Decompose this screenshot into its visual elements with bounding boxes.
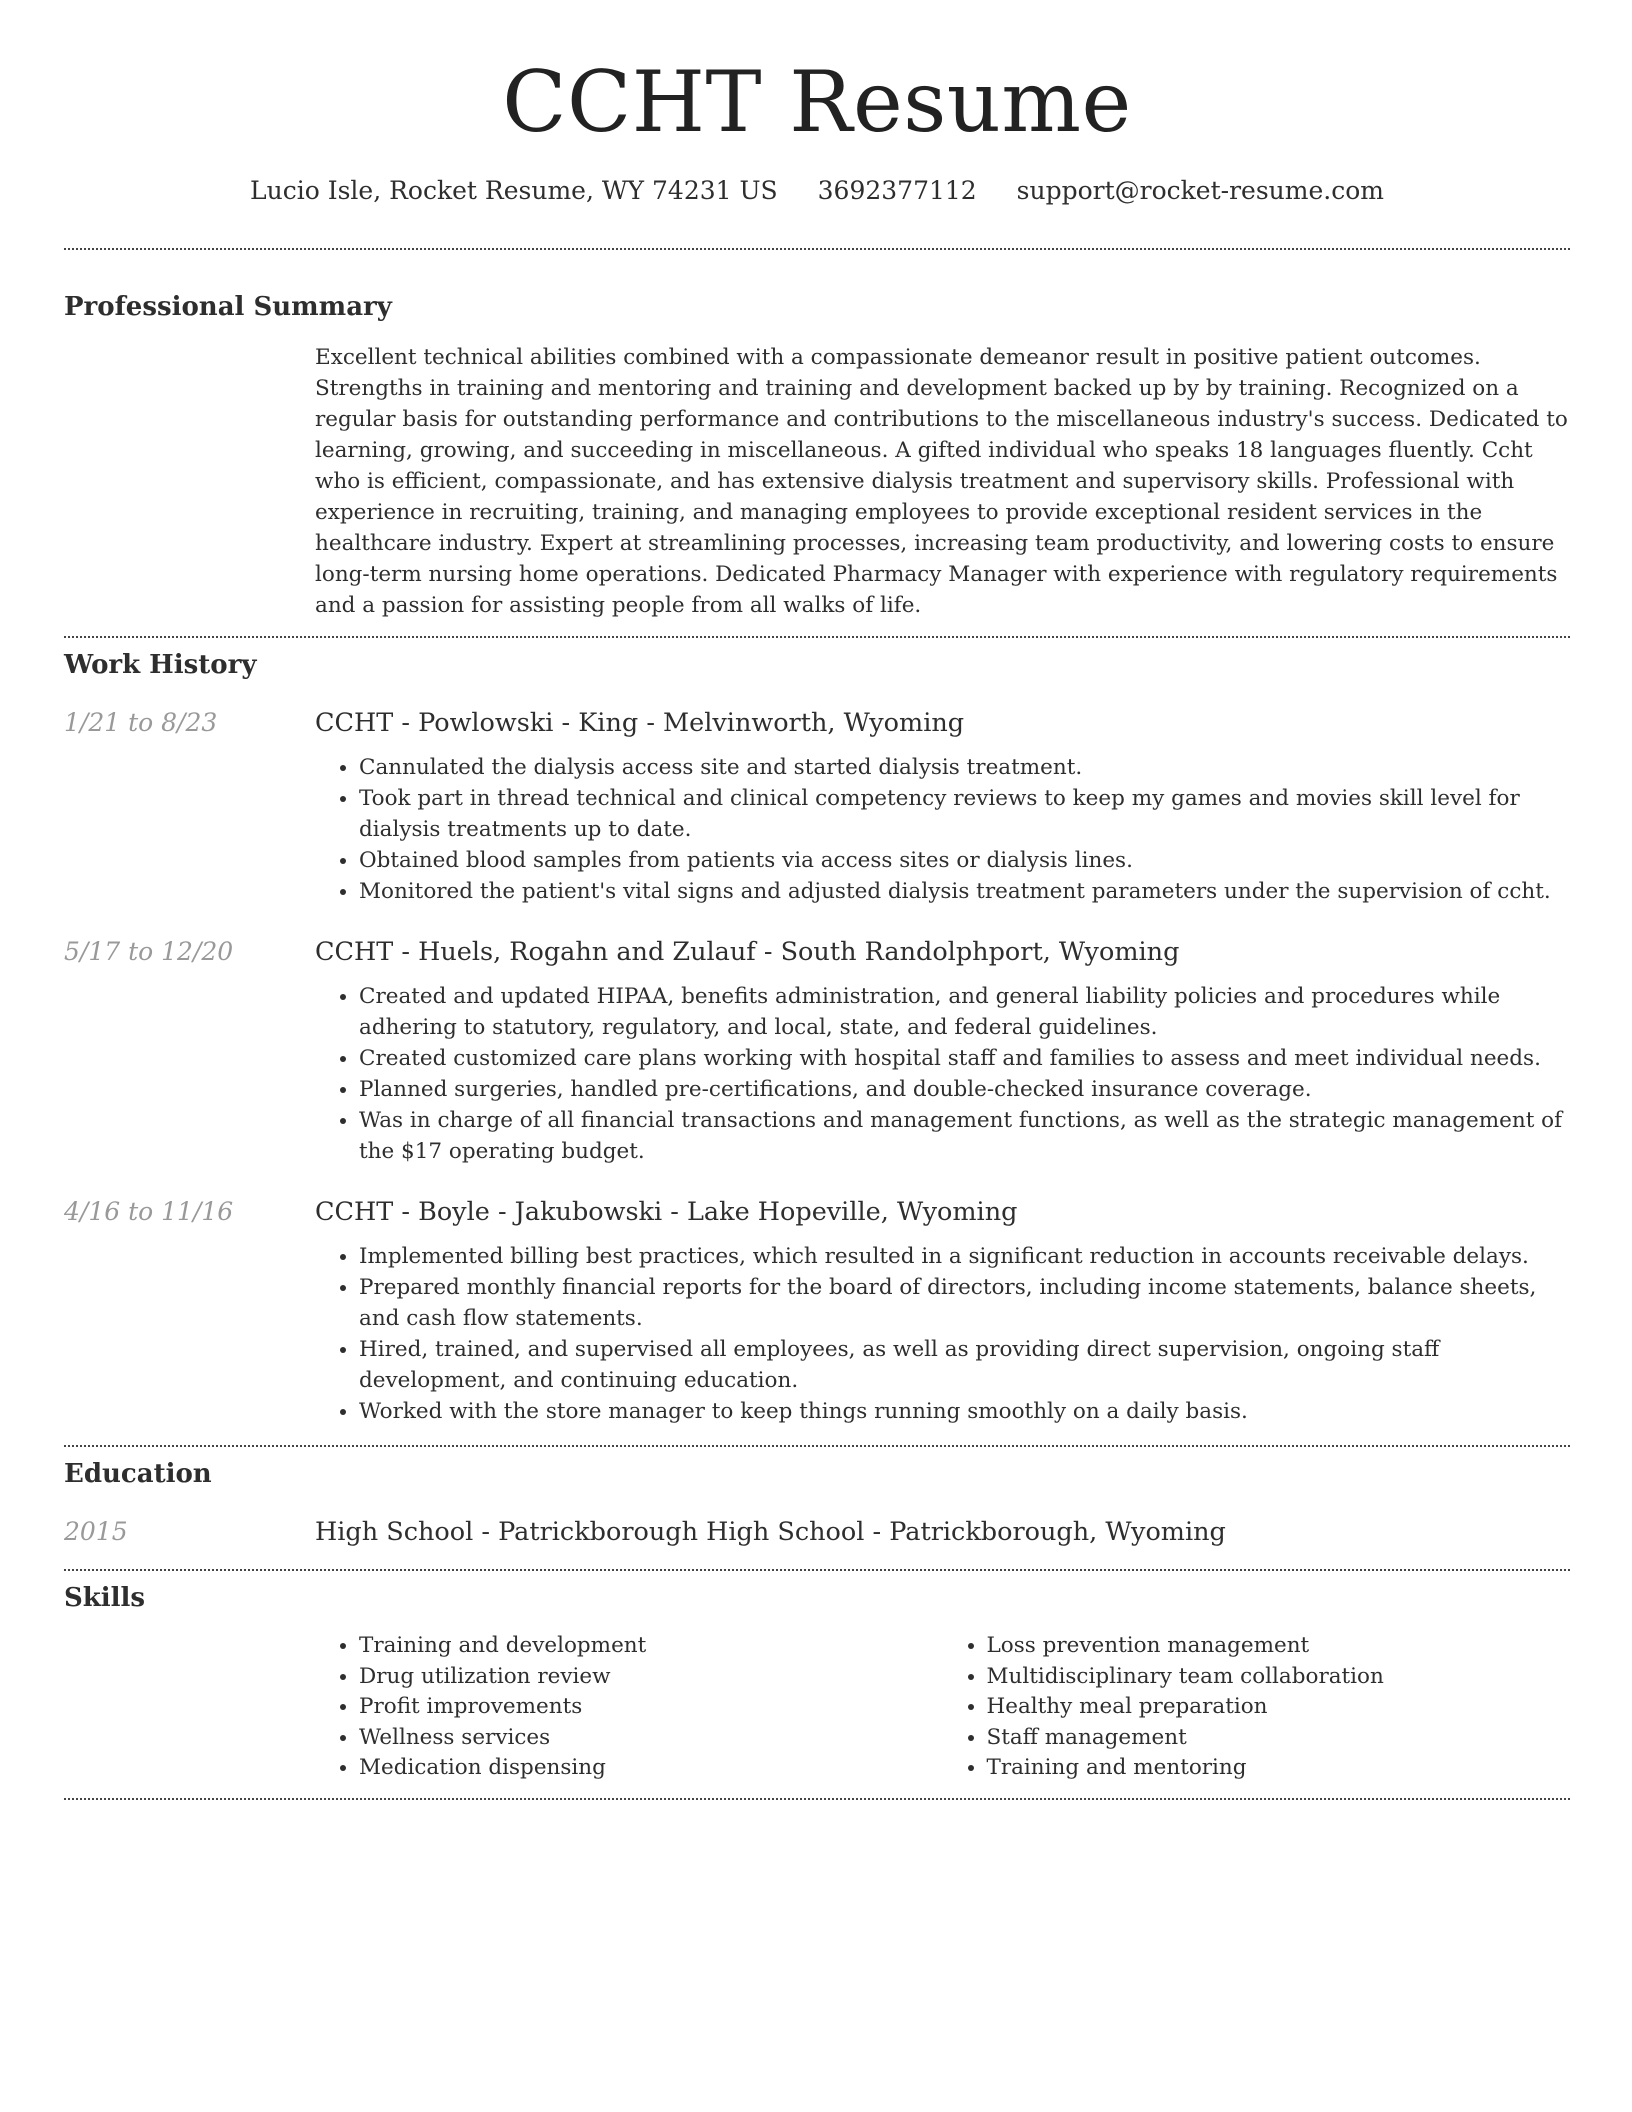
job-date: 4/16 to 11/16 bbox=[64, 1197, 234, 1226]
list-item: • Training and mentoring bbox=[987, 1753, 1571, 1784]
job-title: CCHT - Huels, Rogahn and Zulauf - South Randolphport, Wyoming bbox=[315, 937, 1180, 967]
list-item: • Worked with the store manager to keep things running smoothly on a daily basis. bbox=[359, 1396, 1570, 1427]
contact-line bbox=[64, 174, 1570, 208]
skills-column-right bbox=[943, 1631, 1571, 1784]
list-item: • Planned surgeries, handled pre-certifications, and double-checked insurance coverage. bbox=[359, 1074, 1570, 1105]
education-entry bbox=[64, 1515, 1570, 1549]
job-entry-2 bbox=[64, 935, 1570, 1167]
job-entry-3 bbox=[64, 1195, 1570, 1427]
divider-skills bbox=[64, 1798, 1570, 1800]
list-item: • Prepared monthly financial reports for the board of directors, including income statements, balance sheets, and cash flow statements. bbox=[359, 1272, 1570, 1334]
contact-email: support@rocket-resume.com bbox=[1016, 176, 1384, 205]
job-bullets bbox=[315, 752, 1570, 907]
list-item: • Created customized care plans working with hospital staff and families to assess and meet individual needs. bbox=[359, 1043, 1570, 1074]
skills-list bbox=[315, 1631, 1570, 1784]
divider-work-history bbox=[64, 1445, 1570, 1447]
list-item: • Was in charge of all financial transactions and management functions, as well as the strategic management of the $17 operating budget. bbox=[359, 1105, 1570, 1167]
education-date: 2015 bbox=[64, 1517, 128, 1546]
job-bullets bbox=[315, 981, 1570, 1167]
summary-text: Excellent technical abilities combined with a compassionate demeanor result in positive patient outcomes. Strengths in training and mentoring and training and development backed up by by training. Recognized on a regular basis for outstanding performance and contributions to the miscellaneous industry's success. Dedicated to learning, growing, and succeeding in miscellaneous. A gifted individual who speaks 18 languages fluently. Ccht who is efficient, compassionate, and has extensive dialysis treatment and supervisory skills. Professional with experience in recruiting, training, and managing employees to provide exceptional resident services in the healthcare industry. Expert at streamlining processes, increasing team productivity, and lowering costs to ensure long-term nursing home operations. Dedicated Pharmacy Manager with experience with regulatory requirements and a passion for assisting people from all walks of life. bbox=[315, 345, 1568, 618]
contact-address: Lucio Isle, Rocket Resume, WY 74231 US bbox=[250, 176, 778, 205]
list-item: • Drug utilization review bbox=[359, 1662, 943, 1693]
list-item: • Loss prevention management bbox=[987, 1631, 1571, 1662]
list-item: • Obtained blood samples from patients via access sites or dialysis lines. bbox=[359, 845, 1570, 876]
job-title: CCHT - Boyle - Jakubowski - Lake Hopeville, Wyoming bbox=[315, 1197, 1018, 1227]
job-date: 5/17 to 12/20 bbox=[64, 937, 234, 966]
contact-phone: 3692377112 bbox=[817, 176, 977, 205]
job-entry-1 bbox=[64, 706, 1570, 907]
section-title-education: Education bbox=[64, 1459, 212, 1489]
divider-header bbox=[64, 248, 1570, 250]
list-item: • Took part in thread technical and clinical competency reviews to keep my games and movies skill level for dialysis treatments up to date. bbox=[359, 783, 1570, 845]
skills-column-left bbox=[315, 1631, 943, 1784]
list-item: • Training and development bbox=[359, 1631, 943, 1662]
section-title-summary: Professional Summary bbox=[64, 292, 392, 322]
list-item: • Hired, trained, and supervised all employees, as well as providing direct supervision, ongoing staff development, and continuing education. bbox=[359, 1334, 1570, 1396]
divider-summary bbox=[64, 636, 1570, 638]
list-item: • Medication dispensing bbox=[359, 1753, 943, 1784]
list-item: • Monitored the patient's vital signs and adjusted dialysis treatment parameters under the supervision of ccht. bbox=[359, 876, 1570, 907]
resume-page bbox=[64, 0, 1570, 1800]
list-item: • Wellness services bbox=[359, 1723, 943, 1754]
list-item: • Profit improvements bbox=[359, 1692, 943, 1723]
section-title-skills: Skills bbox=[64, 1583, 146, 1613]
job-title: CCHT - Powlowski - King - Melvinworth, Wyoming bbox=[315, 708, 965, 738]
section-title-work-history: Work History bbox=[64, 650, 257, 680]
list-item: • Multidisciplinary team collaboration bbox=[987, 1662, 1571, 1693]
list-item: • Implemented billing best practices, which resulted in a significant reduction in accounts receivable delays. bbox=[359, 1241, 1570, 1272]
job-date: 1/21 to 8/23 bbox=[64, 708, 218, 737]
list-item: • Healthy meal preparation bbox=[987, 1692, 1571, 1723]
list-item: • Created and updated HIPAA, benefits administration, and general liability policies and procedures while adhering to statutory, regulatory, and local, state, and federal guidelines. bbox=[359, 981, 1570, 1043]
list-item: • Cannulated the dialysis access site and started dialysis treatment. bbox=[359, 752, 1570, 783]
resume-title: CCHT Resume bbox=[502, 53, 1132, 151]
list-item: • Staff management bbox=[987, 1723, 1571, 1754]
education-title: High School - Patrickborough High School - Patrickborough, Wyoming bbox=[315, 1517, 1226, 1547]
job-bullets bbox=[315, 1241, 1570, 1427]
divider-education bbox=[64, 1569, 1570, 1571]
